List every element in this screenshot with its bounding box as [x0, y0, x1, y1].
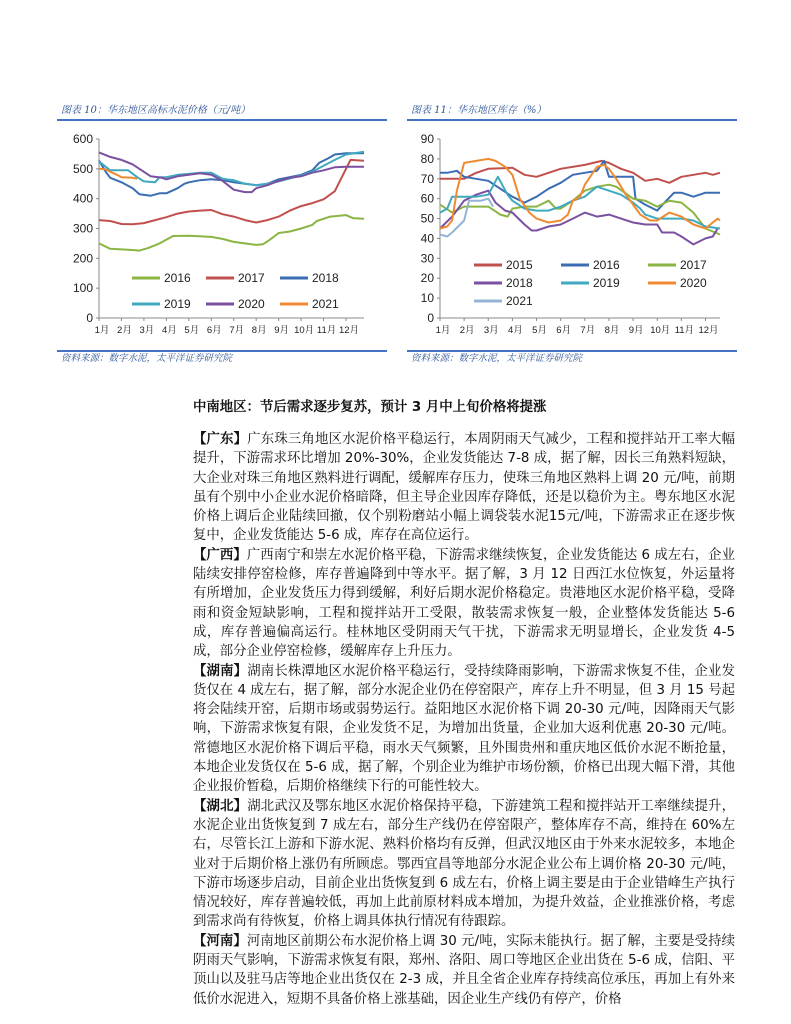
legend-label-2019: 2019 — [593, 276, 620, 290]
paragraph-hunan — [193, 662, 735, 797]
x-tick-label: 3月 — [139, 325, 155, 336]
legend-label-2020: 2020 — [238, 297, 265, 311]
paragraph-henan — [193, 932, 735, 1009]
legend-label-2017: 2017 — [238, 271, 265, 285]
legend-label-2018: 2018 — [506, 276, 533, 290]
y-tick-label: 600 — [72, 132, 93, 146]
y-tick-label: 70 — [420, 171, 434, 186]
region-tag: 【湖南】 — [193, 663, 248, 679]
legend-label-2016: 2016 — [593, 258, 620, 272]
y-tick-label: 80 — [420, 151, 434, 166]
y-tick-label: 100 — [72, 281, 93, 296]
region-tag: 【湖北】 — [193, 798, 248, 814]
inventory-chart — [407, 121, 737, 346]
paragraph-guangdong — [193, 430, 735, 546]
x-tick-label: 1月 — [435, 325, 451, 336]
legend-label-2021: 2021 — [312, 297, 339, 311]
x-tick-label: 2月 — [459, 325, 475, 336]
x-tick-label: 7月 — [580, 325, 596, 336]
y-tick-label: 50 — [420, 211, 434, 226]
y-tick-label: 20 — [420, 271, 434, 286]
paragraph-text: 湖南长株潭地区水泥价格平稳运行，受持续降雨影响，下游需求恢复不佳，企业发货仅在 4 成左右，据了解，部分水泥企业仍在停窑限产，库存上升不明显，但 3 月 15 号起将会陆续开窑，后期市场或弱势运行。益阳地区水泥价格下调 20-30 元/吨，因降雨天气影响，下游需求恢复有限，企业发货不足，为增加出货量，企业加大返利优惠 20-30 元/吨。常德地区水泥价格下调后平稳，雨水天气频繁，且外围贵州和重庆地区低价水泥不断抢量，本地企业发货仅在 5-6 成，据了解，个别企业为维护市场份额，价格已出现大幅下滑，其他企业报价暂稳，后期价格继续下行的可能性较大。 — [193, 663, 735, 795]
x-tick-label: 9月 — [274, 325, 290, 336]
figure-source: 资料来源：数字水泥，太平洋证券研究院 — [61, 353, 233, 364]
x-tick-label: 12月 — [338, 325, 360, 336]
x-tick-label: 4月 — [508, 325, 523, 336]
region-tag: 【广西】 — [193, 547, 247, 563]
x-tick-label: 6月 — [206, 325, 222, 336]
paragraph-text: 广东珠三角地区水泥价格平稳运行，本周阴雨天气减少，工程和搅拌站开工率大幅提升，下游需求环比增加 20%-30%，企业发货能达 7-8 成，据了解，因长三角熟料短缺，大企业对珠三角地区熟料进行调配，缓解库存压力，使珠三角地区熟料上调 20 元/吨，前期虽有个别中小企业水泥价格暗降，但主导企业因库存降低，还是以稳价为主。粤东地区水泥价格上调后企业陆续回撤，仅个别粉磨站小幅上调袋装水泥15元/吨，下游需求正在逐步恢复中，企业发货能达 5-6 成，库存在高位运行。 — [193, 432, 735, 544]
x-tick-label: 8月 — [251, 325, 267, 336]
x-tick-label: 7月 — [229, 325, 245, 336]
x-tick-label: 11月 — [316, 325, 337, 336]
y-tick-label: 60 — [420, 191, 434, 206]
paragraph-text: 湖北武汉及鄂东地区水泥价格保持平稳，下游建筑工程和搅拌站开工率继续提升，水泥企业出货恢复到 7 成左右，部分生产线仍在停窑限产，整体库存不高，维持在 60%左右，尽管长江上游和下游水泥、熟料价格均有反弹，但武汉地区由于外来水泥较多，本地企业对于后期价格上涨仍有所顾虑。鄂西宜昌等地部分水泥企业公布上调价格 20-30 元/吨，下游市场逐步启动，目前企业出货恢复到 6 成左右，价格上调主要是由于企业错峰生产执行情况较好，库存普遍较低，再加上此前原材料成本增加，为提升效益，企业推涨价格，考虑到需求尚有待恢复，价格上调具体执行情况有待跟踪。 — [193, 798, 735, 930]
y-tick-label: 90 — [420, 132, 434, 146]
legend-label-2015: 2015 — [506, 258, 533, 272]
legend-label-2021: 2021 — [506, 294, 533, 308]
y-tick-label: 300 — [72, 221, 93, 236]
y-tick-label: 500 — [72, 161, 93, 176]
paragraph-text: 广西南宁和崇左水泥价格平稳，下游需求继续恢复，企业发货能达 6 成左右，企业陆续安排停窑检修，库存普遍降到中等水平。据了解，3 月 12 日西江水位恢复，外运量将有所增加，企业发货压力得到缓解，利好后期水泥价格稳定。贵港地区水泥价格平稳，受降雨和资金短缺影响，工程和搅拌站开工受限，散装需求恢复一般，企业整体发货能达 5-6 成，库存普遍偏高运行。桂林地区受阴雨天气干扰，下游需求无明显增长，企业发货 4-5 成，部分企业停窑检修，缓解库存上升压力。 — [193, 547, 736, 660]
paragraph-text: 河南地区前期公布水泥价格上调 30 元/吨，实际未能执行。据了解，主要是受持续阴雨天气影响，下游需求恢复有限，郑州、洛阳、周口等地区企业出货在 5-6 成，信阳、平顶山以及驻马店等地企业出货仅在 2-3 成，并且全省企业库存持续高位承压，再加上有外来低价水泥进入，短期不具备价格上涨基础，因企业生产线仍有停产，价格 — [193, 933, 736, 1007]
paragraph-guangxi — [193, 546, 735, 662]
legend-label-2017: 2017 — [680, 258, 707, 272]
y-tick-label: 40 — [420, 231, 434, 246]
x-tick-label: 6月 — [556, 325, 572, 336]
series-line-2020 — [99, 152, 364, 192]
legend-label-2019: 2019 — [164, 297, 191, 311]
x-tick-label: 9月 — [628, 325, 644, 336]
region-tag: 【广东】 — [193, 432, 248, 447]
series-line-2016 — [99, 215, 364, 251]
x-tick-label: 11月 — [674, 325, 695, 336]
x-tick-label: 5月 — [532, 325, 547, 336]
x-tick-label: 5月 — [184, 325, 200, 336]
series-line-2016 — [440, 161, 720, 211]
region-tag: 【河南】 — [193, 933, 247, 949]
y-tick-label: 400 — [72, 191, 93, 206]
figure-10 — [57, 102, 387, 366]
legend-label-2020: 2020 — [680, 276, 707, 290]
x-tick-label: 12月 — [698, 325, 719, 336]
cement-price-chart — [57, 121, 387, 346]
paragraph-hubei — [193, 797, 735, 932]
y-tick-label: 200 — [72, 251, 93, 266]
article-body — [193, 398, 735, 1009]
y-tick-label: 10 — [420, 291, 434, 306]
figure-source: 资料来源：数字水泥，太平洋证券研究院 — [411, 353, 583, 364]
x-tick-label: 10月 — [650, 325, 671, 336]
x-tick-label: 2月 — [117, 325, 132, 336]
section-heading: 中南地区：节后需求逐步复苏，预计 3 月中上旬价格将提涨 — [193, 400, 547, 415]
figure-title: 图表 11：华东地区库存（%） — [411, 105, 547, 116]
x-tick-label: 4月 — [161, 325, 177, 336]
x-tick-label: 1月 — [94, 325, 110, 336]
x-tick-label: 10月 — [294, 325, 315, 336]
legend-label-2018: 2018 — [312, 271, 339, 285]
y-tick-label: 0 — [86, 311, 93, 325]
y-tick-label: 0 — [427, 311, 434, 325]
x-tick-label: 3月 — [483, 325, 499, 336]
y-tick-label: 30 — [420, 251, 434, 266]
x-tick-label: 8月 — [604, 325, 620, 336]
figure-title: 图表 10：华东地区高标水泥价格（元/吨） — [61, 105, 251, 116]
series-line-2018 — [99, 153, 364, 195]
figure-11 — [407, 102, 737, 366]
legend-label-2016: 2016 — [164, 271, 191, 285]
